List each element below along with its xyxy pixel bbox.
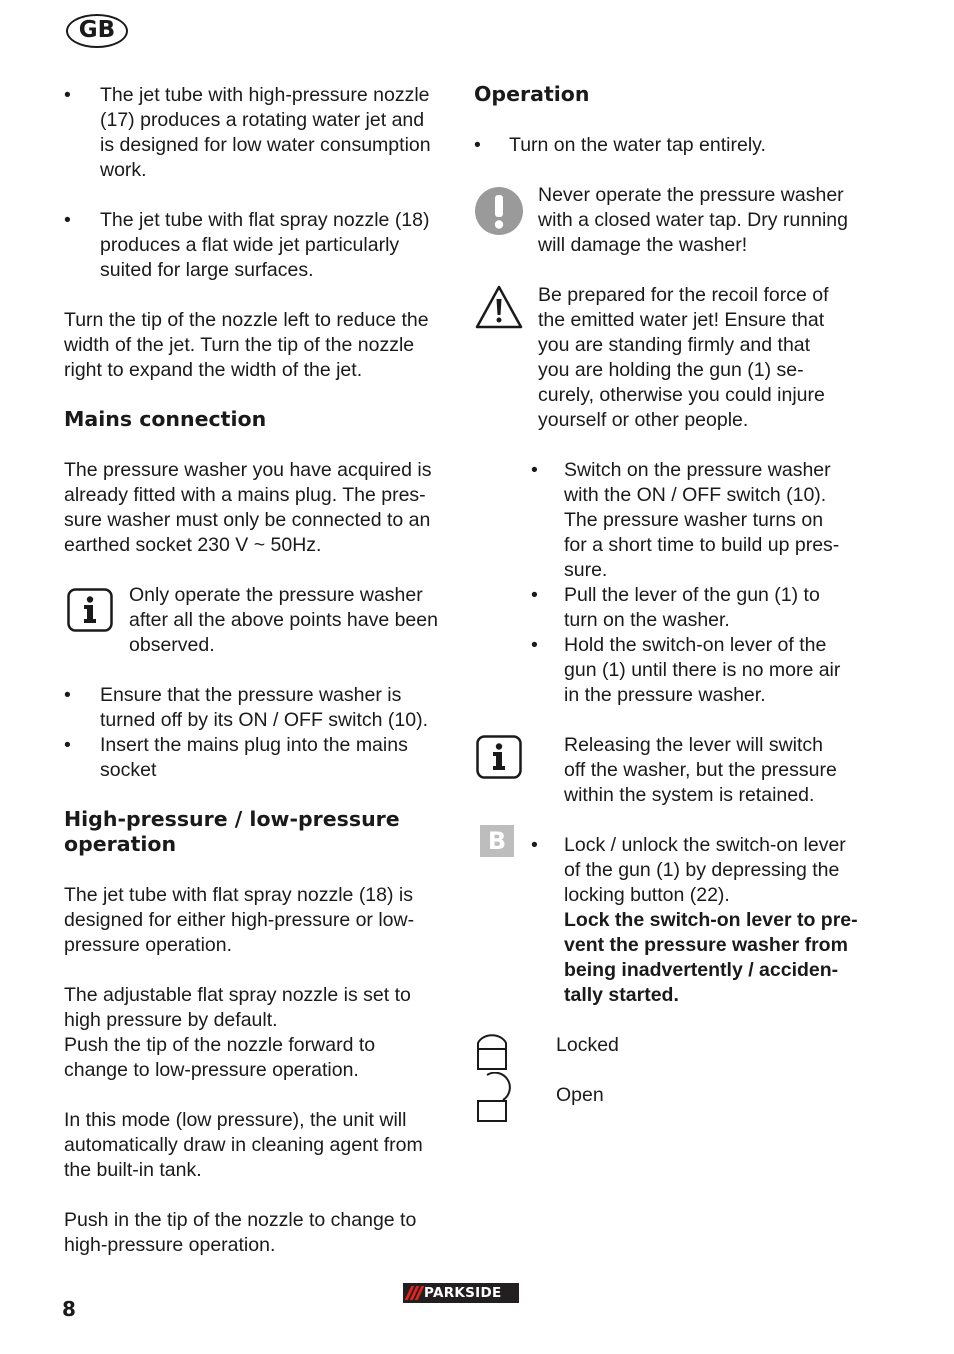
nozzle-paragraph: Turn the tip of the nozzle left to reduce the width of the jet. Turn the tip of the nozzle right to expand the width of the jet. — [64, 309, 429, 381]
bullet-hold-lever: Hold the switch-on lever of the gun (1) until there is no more air in the pressure washer. — [564, 634, 841, 706]
bullet-switch-on: Switch on the pressure washer with the ON / OFF switch (10). The pressure washer turns on for a short time to build up pres- sure. — [564, 459, 840, 581]
hp-paragraph-4: Push in the tip of the nozzle to change to high-pressure operation. — [64, 1209, 417, 1256]
bullet-mark: • — [64, 84, 71, 106]
bullet-lock-unlock: Lock / unlock the switch-on lever of the gun (1) by depressing the locking button (22). — [564, 834, 846, 906]
bullet-jet-high-pressure: The jet tube with high-pressure nozzle (17) produces a rotating water jet and is designed for low water consumption work. — [100, 84, 431, 181]
operation-heading: Operation — [474, 82, 590, 106]
legend-locked: Locked — [556, 1034, 619, 1056]
padlock-closed-icon — [475, 1030, 511, 1072]
logo-wordmark: PARKSIDE — [424, 1285, 502, 1301]
parkside-logo — [403, 1283, 519, 1303]
info-note-left: Only operate the pressure washer after all the above points have been observed. — [129, 584, 438, 656]
caution-note: Never operate the pressure washer with a closed water tap. Dry running will damage the washer! — [538, 184, 848, 256]
bullet-jet-flat-spray: The jet tube with flat spray nozzle (18) produces a flat wide jet particularly suited for large surfaces. — [100, 209, 430, 281]
warning-note: Be prepared for the recoil force of the emitted water jet! Ensure that you are standing firmly and that you are holding the gun (1) se- curely, otherwise you could injure yourself or other people. — [538, 284, 829, 431]
logo-stripes — [408, 1286, 421, 1300]
warning-triangle-icon — [474, 284, 524, 330]
hp-paragraph-3: In this mode (low pressure), the unit will automatically draw in cleaning agent from the built-in tank. — [64, 1109, 423, 1181]
page-number: 8 — [62, 1297, 76, 1321]
high-low-pressure-heading: High-pressure / low-pressure operation — [64, 807, 400, 856]
bullet-turn-on-tap: Turn on the water tap entirely. — [509, 134, 766, 156]
bullet-mark: • — [531, 834, 538, 856]
mains-paragraph: The pressure washer you have acquired is already fitted with a mains plug. The pres- sure washer must only be connected to an earthed socket 230 V ~ 50Hz. — [64, 459, 432, 556]
lock-warning-bold: Lock the switch-on lever to pre- vent the pressure washer from being inadvertently / acciden- tally started. — [564, 909, 858, 1006]
mains-heading: Mains connection — [64, 407, 267, 431]
bullet-mark: • — [474, 134, 481, 156]
hp-paragraph-1: The jet tube with flat spray nozzle (18) is designed for either high-pressure or low- pressure operation. — [64, 884, 415, 956]
figure-marker-b: B — [480, 825, 514, 857]
bullet-insert-plug: Insert the mains plug into the mains socket — [100, 734, 408, 781]
padlock-open-icon — [475, 1072, 519, 1124]
legend-open: Open — [556, 1084, 604, 1106]
bullet-mark: • — [531, 634, 538, 656]
bullet-mark: • — [531, 459, 538, 481]
info-icon — [476, 735, 522, 779]
hp-paragraph-2: The adjustable flat spray nozzle is set to high pressure by default. Push the tip of the nozzle forward to change to low-pressure operation. — [64, 984, 411, 1081]
bullet-mark: • — [64, 209, 71, 231]
country-badge: GB — [66, 14, 128, 48]
bullet-pull-lever: Pull the lever of the gun (1) to turn on the washer. — [564, 584, 820, 631]
exclamation-circle-icon — [474, 186, 524, 236]
info-icon — [67, 588, 113, 632]
info-note-right: Releasing the lever will switch off the washer, but the pressure within the system is retained. — [564, 734, 837, 806]
bullet-mark: • — [531, 584, 538, 606]
bullet-switch-off: Ensure that the pressure washer is turned off by its ON / OFF switch (10). — [100, 684, 428, 731]
bullet-mark: • — [64, 734, 71, 756]
bullet-mark: • — [64, 684, 71, 706]
